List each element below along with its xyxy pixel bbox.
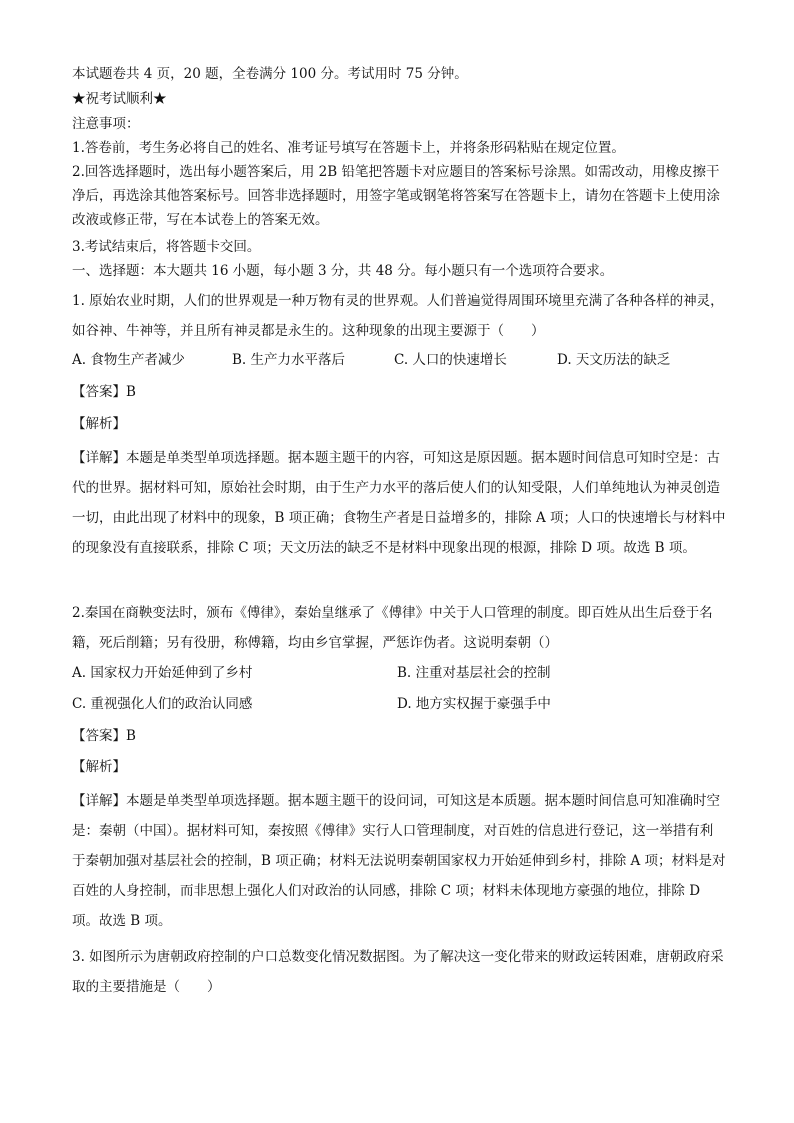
- q1-option-d: D. 天文历法的缺乏: [557, 352, 671, 368]
- note-2: 2.回答选择题时，选出每小题答案后，用 2B 铅笔把答题卡对应题目的答案标号涂黑。如需改动，用橡皮擦干净后，再选涂其他答案标号。回答非选择题时，用签字笔或钢笔将答案写在答题卡上，请勿在答题卡上使用涂改液或修正带，写在本试卷上的答案无效。: [72, 164, 720, 228]
- q2-analysis-label: 【解析】: [72, 759, 126, 775]
- q2-detail: 【详解】本题是单类型单项选择题。据本题主题干的设问词，可知这是本质题。据本题时间信息可知准确时空是：秦朝（中国）。据材料可知，秦按照《傅律》实行人口管理制度，对百姓的信息进行登记，这一举措有利于秦朝加强对基层社会的控制，B 项正确；材料无法说明秦朝国家权力开始延伸到乡村，排除 A 项；材料是对百姓的人身控制，而非思想上强化人们对政治的认同感，排除 C 项；材料未体现地方豪强的地位，排除 D 项。故选 B 项。: [72, 793, 726, 929]
- q3-stem: 3. 如图所示为唐朝政府控制的户口总数变化情况数据图。为了解决这一变化带来的财政运转困难，唐朝政府采取的主要措施是（ ）: [72, 949, 724, 995]
- q1-option-a: A. 食物生产者减少: [72, 352, 185, 368]
- note-3: 3.考试结束后，将答题卡交回。: [72, 239, 261, 255]
- q2-stem: 2.秦国在商鞅变法时，颁布《傅律》，秦始皇继承了《傅律》中关于人口管理的制度。即百姓从出生后登于名籍，死后削籍；另有役册，称傅籍，均由乡官掌握，严惩诈伪者。这说明秦朝（）: [72, 605, 713, 651]
- q2-options-row-2: [72, 692, 726, 716]
- q2-option-a: A. 国家权力开始延伸到了乡村: [72, 665, 253, 681]
- exam-info: 本试题卷共 4 页，20 题，全卷满分 100 分。考试用时 75 分钟。: [72, 66, 468, 82]
- section-title: 一、选择题：本大题共 16 小题，每小题 3 分，共 48 分。每小题只有一个选项符合要求。: [72, 263, 614, 279]
- q1-answer: 【答案】B: [72, 384, 136, 400]
- q1-options: [72, 348, 726, 372]
- q1-detail: 【详解】本题是单类型单项选择题。据本题主题干的内容，可知这是原因题。据本题时间信息可知时空是：古代的世界。据材料可知，原始社会时期，由于生产力水平的落后使人们的认知受限，人们单纯地认为神灵创造一切，由此出现了材料中的现象，B 项正确；食物生产者是日益增多的，排除 A 项；人口的快速增长与材料中的现象没有直接联系，排除 C 项；天文历法的缺乏不是材料中现象出现的根源，排除 D 项。故选 B 项。: [72, 450, 726, 556]
- q1-analysis-label: 【解析】: [72, 416, 126, 432]
- q2-options-row-1: [72, 661, 726, 685]
- q1-option-c: C. 人口的快速增长: [394, 352, 507, 368]
- q2-option-b: B. 注重对基层社会的控制: [397, 665, 551, 681]
- notes-title: 注意事项：: [72, 116, 140, 132]
- q1-option-b: B. 生产力水平落后: [232, 352, 346, 368]
- q2-answer: 【答案】B: [72, 728, 136, 744]
- note-1: 1.答卷前，考生务必将自己的姓名、准考证号填写在答题卡上，并将条形码粘贴在规定位置。: [72, 140, 625, 156]
- q2-option-c: C. 重视强化人们的政治认同感: [72, 696, 253, 712]
- q2-option-d: D. 地方实权握于豪强手中: [397, 696, 551, 712]
- q1-stem: 1. 原始农业时期，人们的世界观是一种万物有灵的世界观。人们普遍觉得周围环境里充满了各种各样的神灵，如谷神、牛神等，并且所有神灵都是永生的。这种现象的出现主要源于（ ）: [72, 293, 724, 339]
- good-luck-line: ★祝考试顺利★: [72, 91, 167, 107]
